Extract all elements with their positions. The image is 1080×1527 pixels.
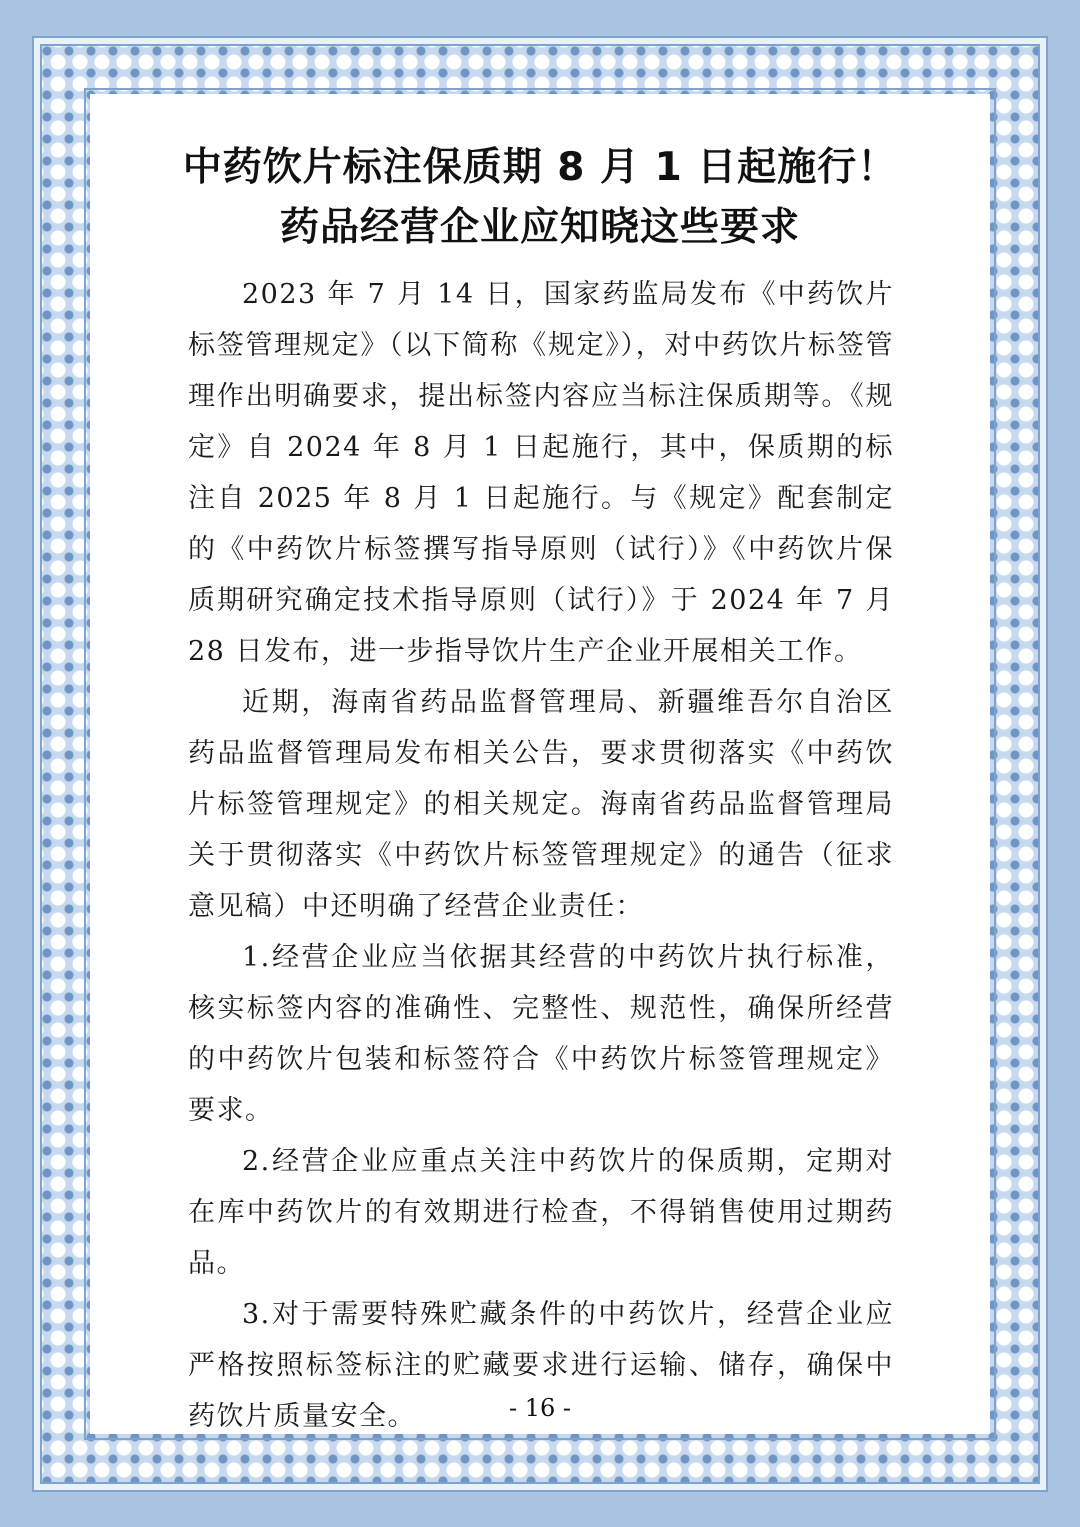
- document-title: [90, 138, 990, 258]
- title-line-2: 药品经营企业应知晓这些要求: [279, 205, 800, 250]
- paragraph-4: 2.经营企业应重点关注中药饮片的保质期，定期对在库中药饮片的有效期进行检查，不得销售使用过期药品。: [188, 1146, 894, 1279]
- paragraph-1: 2023 年 7 月 14 日，国家药监局发布《中药饮片标签管理规定》（以下简称《规定》），对中药饮片标签管理作出明确要求，提出标签内容应当标注保质期等。《规定》自 2024 年 8 月 1 日起施行，其中，保质期的标注自 2025 年 8 月 1 日起施行。与《规定》配套制定的《中药饮片标签撰写指导原则（试行）》《中药饮片保质期研究确定技术指导原则（试行）》于 2024 年 7 月 28 日发布，进一步指导饮片生产企业开展相关工作。: [188, 279, 894, 667]
- title-line-1: 中药饮片标注保质期 8 月 1 日起施行！: [182, 145, 898, 190]
- document-page: [90, 94, 990, 1434]
- paragraph-2: 近期，海南省药品监督管理局、新疆维吾尔自治区药品监督管理局发布相关公告，要求贯彻落实《中药饮片标签管理规定》的相关规定。海南省药品监督管理局关于贯彻落实《中药饮片标签管理规定》的通告（征求意见稿）中还明确了经营企业责任：: [188, 687, 894, 922]
- paragraph-3: 1.经营企业应当依据其经营的中药饮片执行标准，核实标签内容的准确性、完整性、规范性，确保所经营的中药饮片包装和标签符合《中药饮片标签管理规定》要求。: [188, 942, 894, 1126]
- document-body: [188, 269, 894, 1442]
- paragraph-5: 3.对于需要特殊贮藏条件的中药饮片，经营企业应严格按照标签标注的贮藏要求进行运输、储存，确保中药饮片质量安全。: [188, 1299, 894, 1432]
- page-number: - 16 -: [508, 1394, 571, 1422]
